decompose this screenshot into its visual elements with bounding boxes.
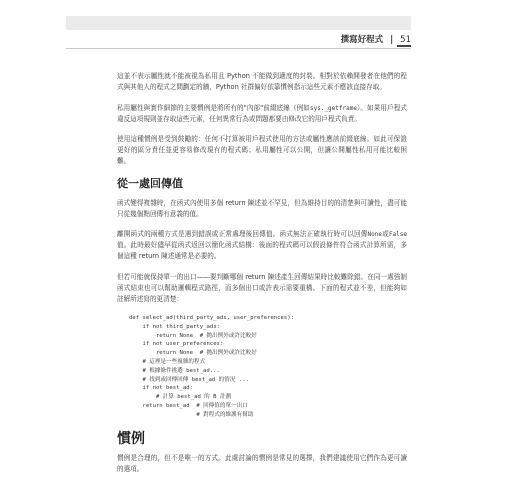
paragraph-text: 私用屬性與實作細節的主要慣例是將所有的"內部"前綴底線（例如 bbox=[117, 103, 310, 112]
code-line: if not third_party_ads: bbox=[129, 323, 220, 330]
paragraph-single-exit: 但若可能就保持單一的出口——要判斷哪個 return 陳述產生回傳結果時比較難除錯。在同一處強制函式結束也可以幫助邏輯程式路徑，而多個出口或許表示需要重構。下面的程式並不差，但能夠如註解所述寫的更清楚： bbox=[117, 272, 407, 303]
code-line: # 計算 best_ad 的 B 計劃 bbox=[129, 394, 232, 401]
page-body bbox=[117, 71, 407, 484]
paragraph-text: 值。此時最好儘早從函式返回以簡化函式結構：後面的程式碼可以假設條件符合函式計算所需，多個這種 return 陳述通常是必要的。 bbox=[117, 241, 407, 260]
section-heading-single-return: 從一處回傳值 bbox=[117, 176, 183, 190]
code-line: if not user_preferences: bbox=[129, 341, 224, 348]
paragraph-underscore-usage: 使用這種慣例是受到鼓勵的：任何不打算被用戶程式使用的方法或屬性應該前綴底線。如此可保證更好的區分責任並更容易修改現有的程式碼；私用屬性可以公開，但讓公開屬性私用可能比較困難。 bbox=[117, 135, 407, 165]
paragraph-text: 或 bbox=[382, 230, 389, 238]
code-line: return None # 拋出例外或許比較好 bbox=[129, 350, 257, 357]
code-line: def select_ad(third_party_ads, user_preferences): bbox=[129, 315, 295, 321]
section-heading-conventions: 慣例 bbox=[117, 430, 145, 447]
code-line: return best_ad # 回傳值的單一出口 bbox=[129, 402, 248, 409]
code-line: # 這裡是一些複雜的程式 bbox=[129, 358, 206, 365]
code-line: # 根據條件挑選 best_ad... bbox=[129, 367, 220, 374]
paragraph-private-convention bbox=[117, 103, 407, 125]
paragraph-text: 離開函式的兩種方式是遇到錯誤或正常處理後回傳值。函式無法正確執行時可以回傳 bbox=[117, 230, 368, 238]
header-top-bar bbox=[66, 16, 411, 30]
inline-code: sys._getframe bbox=[309, 104, 357, 112]
paragraph-conventions: 慣例是合理的，但不是唯一的方式。此處討論的慣例是常見的選擇，我們建議使用它們作為更可讀的選項。 bbox=[117, 453, 407, 473]
inline-code: None bbox=[367, 231, 382, 238]
inline-code: False bbox=[388, 231, 408, 238]
code-line: return None # 拋出例外或許比較好 bbox=[129, 332, 257, 339]
code-line: # 找到或回傳回傳 best_ad 的情況 ... bbox=[129, 376, 249, 383]
code-line: if not best_ad: bbox=[129, 385, 193, 392]
header-rule bbox=[66, 48, 411, 49]
code-listing bbox=[129, 314, 407, 420]
paragraph-text: ）。如果用戶程式違反這項規則並存取這些元素，任何異常行為或問題都要由修改它的用戶程式負責。 bbox=[117, 103, 407, 123]
code-line: # 對程式的維護有幫助 bbox=[129, 411, 254, 418]
running-header bbox=[230, 33, 411, 47]
header-accent-mark bbox=[397, 45, 411, 47]
page-number: 51 bbox=[400, 35, 411, 45]
header-separator: | bbox=[390, 35, 394, 45]
header-section-title: 撰寫好程式 bbox=[340, 35, 384, 45]
paragraph-exit-paths bbox=[117, 229, 407, 262]
paragraph-encapsulation: 這並不表示屬性就不能被視為私用且 Python 不能做到適度的封裝。相對於依賴開發者在他們的程式與其他人的程式之間劃定的牆，Python 社群偏好依靠慣例指示這些元素不應該直接存取。 bbox=[117, 72, 407, 91]
paragraph-return-statements: 函式變得複雜時，在函式內使用多個 return 陳述並不罕見，但為維持目的的清楚與可讀性，盡可能只從幾個點回傳有意義的值。 bbox=[117, 198, 407, 218]
